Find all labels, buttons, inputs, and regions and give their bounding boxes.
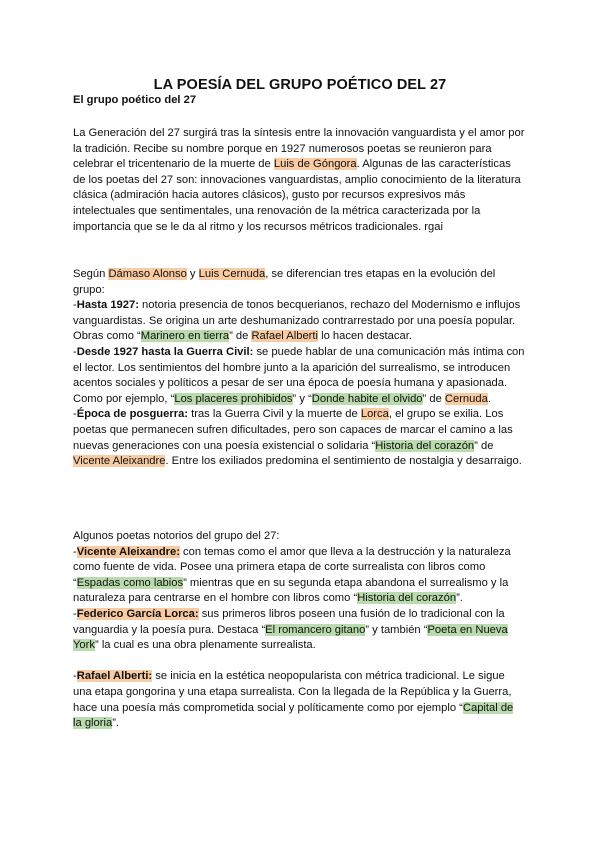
text: Según (73, 268, 109, 280)
stages-intro (73, 267, 525, 298)
highlight-work: Marinero en tierra (140, 330, 230, 343)
text: con temas como el amor que lleva a la destrucción y la naturaleza como fuente de vida. Posee una primera etapa de corte surrealista con libros como “ (73, 545, 511, 589)
stage-label: Época de posguerra: (76, 408, 189, 421)
highlight-work: Historia del corazón (375, 439, 475, 452)
highlight-author: Cernuda (444, 392, 488, 405)
poet-1 (73, 545, 525, 607)
text: - (73, 670, 77, 683)
text: ” mientras que en su segunda etapa abandona el surrealismo y la naturaleza para centrarse en el hombre con libros como “ (73, 576, 509, 605)
text: ”. (112, 717, 120, 730)
text: ” y también “ (365, 623, 428, 636)
text: ” de (474, 439, 494, 452)
poets-section (73, 529, 525, 732)
text: ”. (456, 592, 463, 605)
stage-label: Desde 1927 hasta la Guerra Civil: (76, 345, 254, 358)
text: - (73, 545, 77, 558)
poets-intro: Algunos poetas notorios del grupo del 27: (73, 530, 280, 542)
text: se inicia en la estética neopopularista con métrica tradicional. Le sigue una etapa gongorina y una etapa surrealista. Con la llegada de la República y la Guerra, hace una poesía más comprometida social y políticamente como por ejemplo “ (73, 670, 512, 714)
text: , el grupo se exilia. Los poetas que permanecen sufren dificultades, pero son capaces de marcar el camino a las nuevas generaciones con una poesía existencial o solidaria “ (73, 408, 513, 452)
stage-label: Hasta 1927: (76, 299, 139, 312)
text: lo hacen destacar. (318, 330, 412, 343)
poet-name: Federico García Lorca: (76, 607, 199, 620)
text: . Algunas de las características de los poetas del 27 son: innovaciones vanguardistas, amplio conocimiento de la literatura clásica (admiración hacia autores clásicos), gusto por recursos expresivos más intelectuales que sentimentales, una renovación de la métrica caracterizada por la importancia que se le da al ritmo y los recursos métricos tradicionales. rgai (73, 158, 521, 233)
highlight-work: Capital de la gloria (73, 701, 514, 730)
stage-2 (73, 345, 525, 407)
stages-section (73, 267, 525, 470)
text: sus primeros libros poseen una fusión de lo tradicional con la vanguardia y la poesía pura. Destaca “ (73, 607, 505, 636)
poet-name: Rafael Alberti: (76, 670, 153, 683)
text: ” de (422, 392, 445, 405)
text: - (73, 299, 77, 312)
highlight-author: Luis Cernuda (198, 268, 266, 280)
text: se puede hablar de una comunicación más íntima con el lector. Los sentimientos del hombre junto a la aparición del surrealismo, se introducen acentos sociales y políticos a pesar de ser una época de poesía humana y apasionada. Como por ejemplo, “ (73, 345, 525, 405)
poet-3 (73, 669, 525, 731)
highlight-work: Donde habite el olvido (311, 392, 423, 405)
stage-3 (73, 407, 525, 469)
poet-2 (73, 607, 525, 654)
intro-paragraph (73, 126, 525, 235)
text: . Entre los exiliados predomina el sentimiento de nostalgia y desarraigo. (165, 455, 522, 468)
text: tras la Guerra Civil y la muerte de (188, 408, 361, 421)
highlight-work: El romancero gitano (265, 623, 366, 636)
text: y (186, 268, 199, 280)
section-heading: El grupo poético del 27 (73, 94, 197, 106)
text: , se diferencian tres etapas en la evolución del grupo: (73, 268, 496, 296)
highlight-author: Rafael Alberti (251, 330, 318, 343)
text: notoria presencia de tonos becquerianos, rechazo del Modernismo e influjos vanguardistas. Se origina un arte deshumanizado contrarrestado por una poesía popular. Obras como “ (73, 299, 521, 343)
text: . (487, 392, 491, 405)
text: - (73, 345, 77, 358)
highlight-author: Dámaso Alonso (108, 268, 187, 280)
highlight-author: Luis de Góngora (273, 158, 357, 171)
highlight-author: Vicente Aleixandre (73, 455, 166, 468)
text: ” la cual es una obra plenamente surrealista. (94, 639, 316, 652)
highlight-work: Los placeres prohibidos (174, 392, 293, 405)
highlight-work: Espadas como labios (76, 576, 184, 589)
highlight-author: Lorca (360, 408, 389, 421)
text: - (73, 607, 77, 620)
stage-1 (73, 298, 525, 345)
text: - (73, 408, 77, 421)
text: ” y “ (292, 392, 312, 405)
highlight-work: Historia del corazón (357, 592, 457, 605)
text: ” de (229, 330, 252, 343)
text: La Generación del 27 surgirá tras la síntesis entre la innovación vanguardista y el amor por la tradición. Recibe su nombre porque en 1927 numerosos poetas se reunieron para celebrar el tricentenario de la muerte de (73, 127, 525, 171)
highlight-work: Poeta en Nueva York (73, 623, 508, 652)
poet-name: Vicente Aleixandre: (76, 545, 180, 558)
page-title: LA POESÍA DEL GRUPO POÉTICO DEL 27 (153, 77, 447, 93)
